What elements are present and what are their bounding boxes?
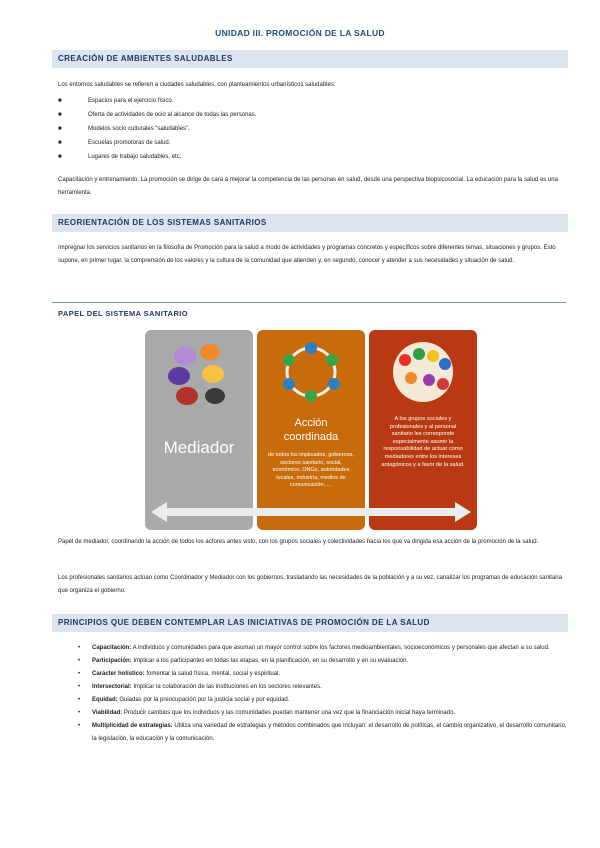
bullet-icon: ■ (58, 154, 62, 160)
bullet-icon: • (78, 671, 81, 677)
list-item: • Participación: Implicar a los participantes en todas las etapas, en la planificación, en su desarrollo y en su evaluación. (78, 655, 568, 668)
double-arrow-icon (151, 502, 471, 522)
list-item: • Intersectorial: Implicar la colaboración de las instituciones en los sectores relevantes. (78, 681, 568, 694)
principios-list (78, 642, 568, 746)
list-item: • Viabilidad: Producir cambios que los individuos y las comunidades puedan mantener una vez que la financiación inicial haya terminado. (78, 707, 568, 720)
ambientes-list (58, 94, 566, 164)
list-item: ■ Oferta de actividades de ocio al alcance de todas las personas. (58, 108, 566, 122)
unit-title: UNIDAD III. PROMOCIÓN DE LA SALUD (215, 28, 385, 38)
list-item: ■ Modelos socio culturales “saludables”. (58, 122, 566, 136)
accion-panel (257, 330, 365, 530)
section-heading-ambientes: CREACIÓN DE AMBIENTES SALUDABLES (52, 50, 568, 68)
divider (52, 302, 566, 303)
section-heading-papel: PAPEL DEL SISTEMA SANITARIO (58, 309, 188, 318)
bullet-icon: • (78, 710, 81, 716)
list-item: • Equidad: Guiadas por la preocupación por la justicia social y por equidad. (78, 694, 568, 707)
bullet-icon: • (78, 697, 81, 703)
section-heading-principios: PRINCIPIOS QUE DEBEN CONTEMPLAR LAS INICIATIVAS DE PROMOCIÓN DE LA SALUD (52, 614, 568, 632)
grupos-text: A los grupos sociales y profesionales y al personal sanitario les corresponde especialmente asumir la responsabilidad de actuar como mediadores entre los intereses antagónicos y a favor de la salud. (381, 416, 465, 468)
people-group-icon (369, 336, 477, 408)
mediador-title: Mediador (163, 438, 235, 457)
capacitacion-paragraph: Capacitación y entrenamiento: La promoción se dirige de cara a mejorar la competencia de las personas en salud, desde una perspectiva biopsicosocial. La educación para la salud es una herramienta. (58, 177, 558, 196)
profesionales-paragraph: Los profesionales sanitarios actúan como Coordinador y Mediador con los gobiernos, trasladando las necesidades de la población y a su vez, canalizar los programas de educación sanitaria que organiza el gobierno. (58, 575, 562, 594)
accion-title: Acción coordinada (283, 417, 339, 443)
mediador-panel (145, 330, 253, 530)
people-circle-icon (257, 338, 365, 410)
bullet-icon: • (78, 723, 81, 729)
bullet-icon: ■ (58, 112, 62, 118)
list-item: ■ Espacios para el ejercicio físico. (58, 94, 566, 108)
bullet-icon: ■ (58, 140, 62, 146)
role-graphic (145, 330, 478, 530)
bullet-icon: • (78, 645, 81, 651)
reorientacion-paragraph: Impregnar los servicios sanitarios en la filosofía de Promoción para la salud a modo de actividades y programas concretos y específicos sobre diferentes temas, situaciones y grupos. Esto supone, en primer lugar, la comprensión de los valores y la cultura de la comunidad que atienden y, en segundo, conocer y atender a sus necesidades y situación de salud. (58, 245, 556, 264)
bullet-icon: • (78, 684, 81, 690)
list-item: ■ Escuelas promotoras de salud. (58, 136, 566, 150)
bullet-icon: • (78, 658, 81, 664)
accion-text: de todos los implicados, gobiernos, sectores sanitario, social, económico, ONGs, autoridades locales, industria, medios de comunicación, … (268, 452, 354, 488)
section-heading-reorientacion: REORIENTACIÓN DE LOS SISTEMAS SANITARIOS (52, 214, 568, 232)
mediador-paragraph: Papel de mediador, coordinando la acción de todos los actores antes visto, con los grupos sociales y colectividades hacia los que va dirigida esa acción de la promoción de la salud. (58, 539, 539, 545)
list-item: • Carácter holístico: fomentar la salud física, mental, social y espiritual. (78, 668, 568, 681)
bullet-icon: ■ (58, 98, 62, 104)
ambientes-intro: Los entornos saludables se refieren a ciudades saludables, con planteamientos urbanísticos saludables: (58, 82, 336, 88)
bullet-icon: ■ (58, 126, 62, 132)
list-item: • Capacitación: A individuos y comunidades para que asuman un mayor control sobre los factores medioambientales, socioeconómicos y personales que afectan a su salud. (78, 642, 568, 655)
list-item: • Multiplicidad de estrategias: Utiliza una variedad de estrategias y métodos combinados que incluyan: el desarrollo de políticas, el cambio organizativo, el desarrollo comunitario, la legislación, la educación y la comunicación. (78, 720, 568, 746)
speech-bubbles-icon (145, 334, 253, 414)
list-item: ■ Lugares de trabajo saludables, etc. (58, 150, 566, 164)
grupos-panel (369, 330, 477, 530)
